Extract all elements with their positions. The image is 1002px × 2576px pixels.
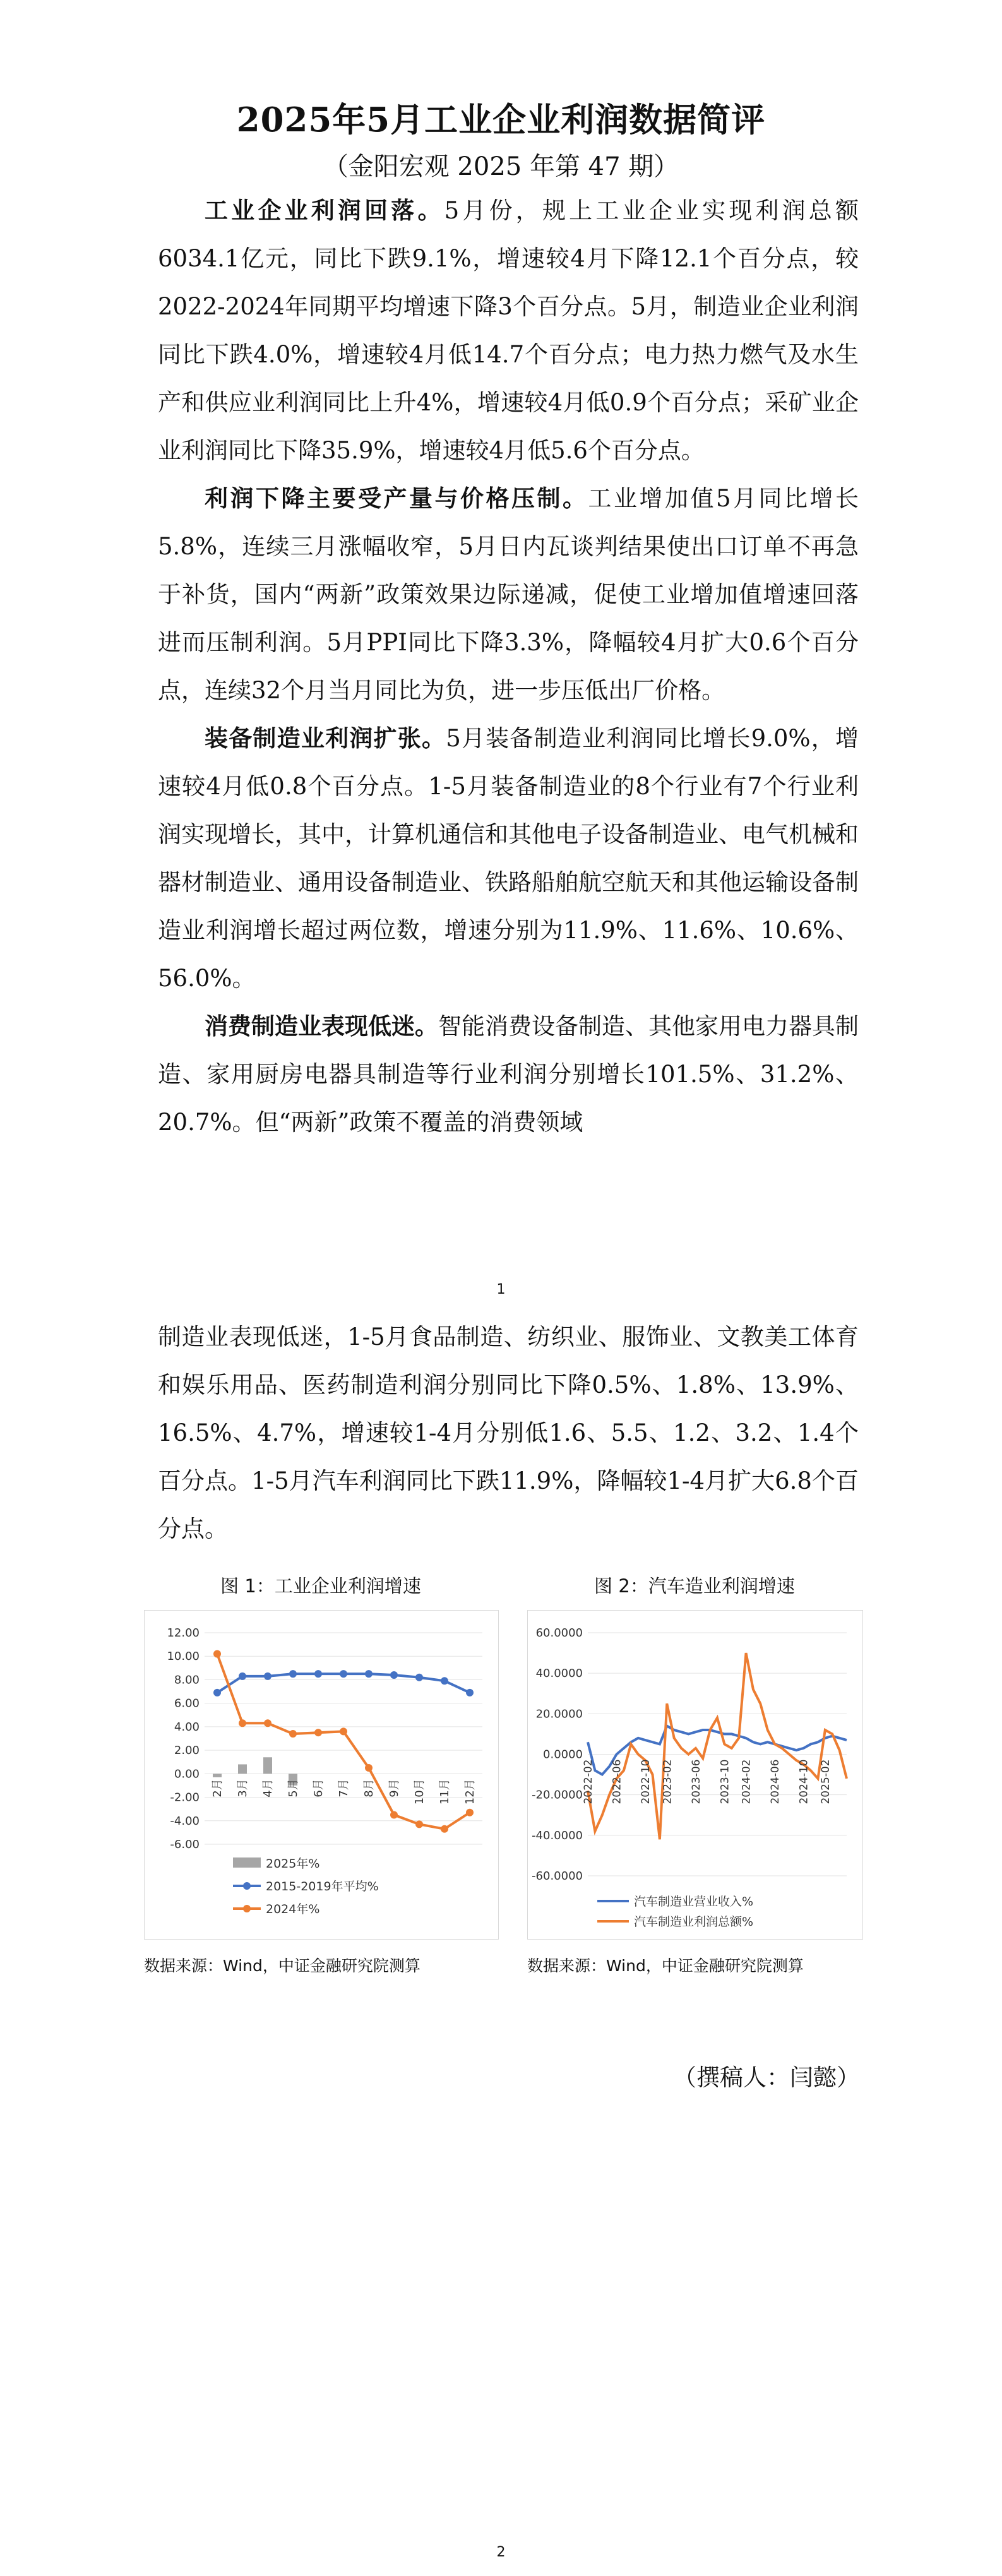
legend-label: 2025年% <box>266 1857 320 1871</box>
y-tick-label: 10.00 <box>167 1650 200 1664</box>
issue-subtitle: （金阳宏观 2025 年第 47 期） <box>323 152 679 181</box>
x-tick-label: 10月 <box>413 1779 426 1805</box>
series-point-2 <box>466 1809 474 1816</box>
series-point-2 <box>390 1811 398 1818</box>
figure-2-source: 数据来源：Wind，中证金融研究院测算 <box>527 1957 804 1975</box>
legend-marker <box>243 1882 251 1890</box>
series-point-1 <box>340 1670 347 1678</box>
y-tick-label: 4.00 <box>174 1720 200 1734</box>
series-point-1 <box>239 1673 246 1680</box>
series-point-1 <box>466 1689 474 1696</box>
series-point-1 <box>365 1670 373 1678</box>
series-point-2 <box>314 1729 322 1736</box>
series-point-2 <box>264 1719 271 1727</box>
body-text <box>158 1313 859 1553</box>
x-tick-label: 2024-06 <box>769 1759 782 1804</box>
series-point-1 <box>213 1689 221 1696</box>
figure-1-source: 数据来源：Wind，中证金融研究院测算 <box>144 1957 420 1975</box>
y-tick-label: -6.00 <box>170 1838 200 1851</box>
y-tick-label: -40.0000 <box>532 1828 583 1842</box>
x-tick-label: 8月 <box>362 1779 376 1798</box>
body-text <box>158 187 859 1147</box>
series-point-2 <box>365 1764 373 1772</box>
paragraph-4 <box>158 1003 859 1147</box>
x-tick-label: 2月 <box>211 1779 224 1798</box>
paragraph-text: 5月装备制造业利润同比增长9.0%，增速较4月低0.8个百分点。1-5月装备制造业的8个行业有7个行业利润实现增长，其中，计算机通信和其他电子设备制造业、电气机械和器材制造业、通用设备制造业、铁路船舶航空航天和其他运输设备制造业利润增长超过两位数，增速分别为11.9%、11.6%、10.6%、56.0%。 <box>158 725 859 992</box>
x-tick-label: 2024-02 <box>740 1759 753 1804</box>
paragraph-1 <box>158 187 859 475</box>
series-point-1 <box>264 1673 271 1680</box>
y-tick-label: -4.00 <box>170 1814 200 1828</box>
page-title: 2025年5月工业企业利润数据简评 <box>236 100 766 140</box>
figure-1-svg <box>145 1611 498 1939</box>
series-point-1 <box>415 1674 423 1681</box>
y-tick-label: 0.0000 <box>543 1748 583 1762</box>
paragraph-text: 5月份，规上工业企业实现利润总额6034.1亿元，同比下跌9.1%，增速较4月下降12.1个百分点，较2022-2024年同期平均增速下降3个百分点。5月，制造业企业利润同比下跌4.0%，增速较4月低14.7个百分点；电力热力燃气及水生产和供应业利润同比上升4%，增速较4月低0.9个百分点；采矿业企业利润同比下降35.9%，增速较4月低5.6个百分点。 <box>158 197 859 464</box>
x-tick-label: 2023-02 <box>661 1759 674 1804</box>
x-tick-label: 11月 <box>438 1779 451 1805</box>
author-credit: （撰稿人：闫懿） <box>673 2064 860 2091</box>
figure-2-svg <box>528 1611 862 1939</box>
bar-2025 <box>263 1757 272 1774</box>
y-tick-label: -2.00 <box>170 1791 200 1804</box>
x-tick-label: 7月 <box>337 1779 350 1798</box>
paragraph-3 <box>158 715 859 1003</box>
x-tick-label: 2022-10 <box>640 1759 653 1804</box>
paragraph-lead: 消费制造业表现低迷。 <box>205 1013 438 1040</box>
y-tick-label: 0.00 <box>174 1767 200 1781</box>
page-number: 2 <box>496 2544 506 2560</box>
page-number: 1 <box>496 1282 506 1297</box>
y-tick-label: 20.0000 <box>535 1707 583 1721</box>
x-tick-label: 2022-02 <box>582 1759 595 1804</box>
x-tick-label: 2023-10 <box>719 1759 732 1804</box>
x-tick-label: 2022-06 <box>611 1759 624 1804</box>
x-tick-label: 6月 <box>312 1779 325 1798</box>
legend-marker <box>243 1905 251 1912</box>
page-2 <box>0 1323 1002 2576</box>
series-point-2 <box>441 1825 448 1833</box>
figure-2-chart <box>527 1610 863 1940</box>
continuation-paragraph: 制造业表现低迷，1-5月食品制造、纺织业、服饰业、文教美工体育和娱乐用品、医药制造利润分别同比下降0.5%、1.8%、13.9%、16.5%、4.7%，增速较1-4月分别低1.6、5.5、1.2、3.2、1.4个百分点。1-5月汽车利润同比下跌11.9%，降幅较1-4月扩大6.8个百分点。 <box>158 1323 859 1542</box>
y-tick-label: 12.00 <box>167 1626 200 1640</box>
x-tick-label: 2024-10 <box>797 1759 811 1804</box>
legend-label: 汽车制造业利润总额% <box>634 1915 754 1929</box>
y-tick-label: 60.0000 <box>535 1626 583 1640</box>
series-point-1 <box>441 1677 448 1685</box>
y-tick-label: 2.00 <box>174 1744 200 1758</box>
x-tick-label: 2025-02 <box>819 1759 832 1804</box>
paragraph-text: 工业增加值5月同比增长5.8%，连续三月涨幅收窄，5月日内瓦谈判结果使出口订单不再急于补货，国内“两新”政策效果边际递减，促使工业增加值增速回落进而压制利润。5月PPI同比下降3.3%，降幅较4月扩大0.6个百分点，连续32个月当月同比为负，进一步压低出厂价格。 <box>158 485 859 704</box>
x-tick-label: 5月 <box>287 1779 300 1798</box>
bar-2025 <box>238 1764 247 1774</box>
x-tick-label: 2023-06 <box>689 1759 703 1804</box>
x-tick-label: 12月 <box>463 1779 477 1805</box>
series-point-2 <box>213 1650 221 1658</box>
series-point-1 <box>314 1670 322 1678</box>
y-tick-label: 8.00 <box>174 1673 200 1687</box>
y-tick-label: -20.0000 <box>532 1788 583 1802</box>
paragraph-lead: 装备制造业利润扩张。 <box>205 725 446 752</box>
y-tick-label: -60.0000 <box>532 1869 583 1883</box>
series-point-1 <box>390 1671 398 1679</box>
series-point-2 <box>239 1719 246 1727</box>
paragraph-text: 智能消费设备制造、其他家用电力器具制造、家用厨房电器具制造等行业利润分别增长101.5%、31.2%、20.7%。但“两新”政策不覆盖的消费领域 <box>158 1013 859 1136</box>
series-point-1 <box>289 1670 297 1678</box>
paragraph-2 <box>158 475 859 715</box>
paragraph-lead: 利润下降主要受产量与价格压制。 <box>205 485 588 512</box>
paragraph-lead: 工业企业利润回落。 <box>205 197 444 224</box>
x-tick-label: 9月 <box>388 1779 401 1798</box>
y-tick-label: 40.0000 <box>535 1667 583 1681</box>
legend-swatch <box>233 1857 261 1868</box>
bar-2025 <box>213 1774 222 1777</box>
legend-label: 2024年% <box>266 1902 320 1916</box>
series-point-2 <box>289 1730 297 1738</box>
y-tick-label: 6.00 <box>174 1696 200 1710</box>
x-tick-label: 4月 <box>261 1779 275 1798</box>
legend-label: 汽车制造业营业收入% <box>634 1895 754 1909</box>
series-point-2 <box>340 1727 347 1735</box>
figure-2-title: 图 2：汽车造业利润增速 <box>594 1575 795 1597</box>
series-point-2 <box>415 1820 423 1828</box>
x-tick-label: 3月 <box>236 1779 249 1798</box>
legend-label: 2015-2019年平均% <box>266 1880 379 1893</box>
figure-1-title: 图 1：工业企业利润增速 <box>220 1575 421 1597</box>
figure-1-chart <box>144 1610 499 1940</box>
